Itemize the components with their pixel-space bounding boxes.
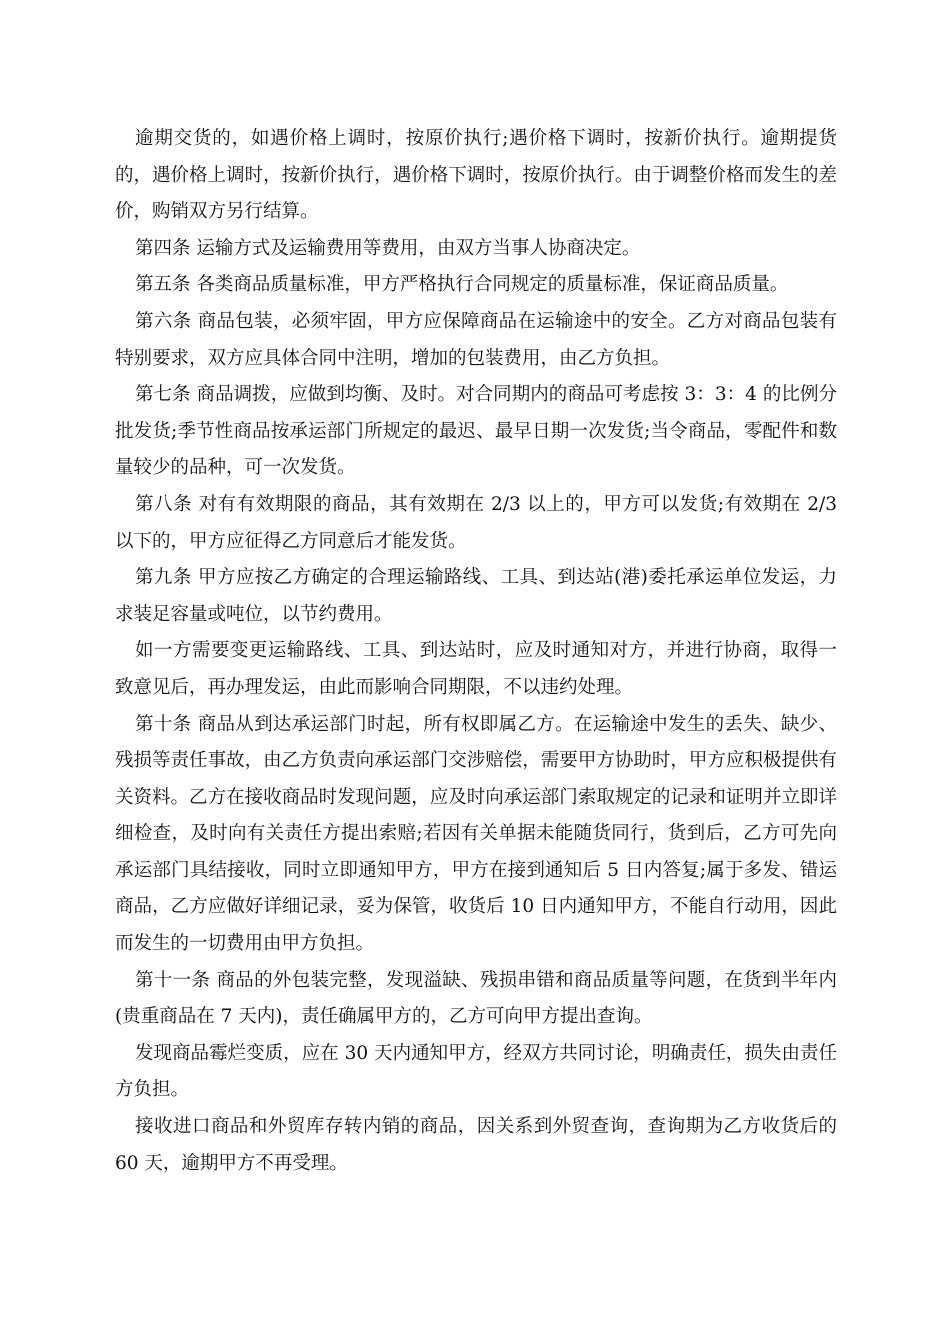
paragraph-article-7: 第七条 商品调拨，应做到均衡、及时。对合同期内的商品可考虑按 3：3：4 的比例分批发货;季节性商品按承运部门所规定的最迟、最早日期一次发货;当令商品，零配件和数量较少的品种，可一次发货。 [115,384,837,479]
paragraph-article-10: 第十条 商品从到达承运部门时起，所有权即属乙方。在运输途中发生的丢失、缺少、残损等责任事故，由乙方负责向承运部门交涉赔偿，需要甲方协助时，甲方应积极提供有关资料。乙方在接收商品时发现问题，应及时向承运部门索取规定的记录和证明并立即详细检查，及时向有关责任方提出索赔;若因有关单据未能随货同行，货到后，乙方可先向承运部门具结接收，同时立即通知甲方，甲方在接到通知后 5 日内答复;属于多发、错运商品，乙方应做好详细记录，妥为保管，收货后 10 日内通知甲方，不能自行动用，因此而发生的一切费用由甲方负担。 [115,713,837,955]
document-body [115,121,837,1182]
paragraph-article-6: 第六条 商品包装，必须牢固，甲方应保障商品在运输途中的安全。乙方对商品包装有特别要求，双方应具体合同中注明，增加的包装费用，由乙方负担。 [115,310,837,369]
paragraph-route-change: 如一方需要变更运输路线、工具、到达站时，应及时通知对方，并进行协商，取得一致意见后，再办理发运，由此而影响合同期限，不以违约处理。 [115,640,837,698]
paragraph-article-8: 第八条 对有有效期限的商品，其有效期在 2/3 以上的，甲方可以发货;有效期在 2/3 以下的，甲方应征得乙方同意后才能发货。 [115,493,837,552]
paragraph-late-delivery-pricing: 逾期交货的，如遇价格上调时，按原价执行;遇价格下调时，按新价执行。逾期提货的，遇价格上调时，按新价执行，遇价格下调时，按原价执行。由于调整价格而发生的差价，购销双方另行结算。 [115,128,837,223]
paragraph-article-5: 第五条 各类商品质量标准，甲方严格执行合同规定的质量标准，保证商品质量。 [135,274,789,296]
paragraph-article-11: 第十一条 商品的外包装完整，发现溢缺、残损串错和商品质量等问题，在货到半年内(贵重商品在 7 天内)，责任确属甲方的，乙方可向甲方提出查询。 [115,969,837,1028]
paragraph-spoilage-notice: 发现商品霉烂变质，应在 30 天内通知甲方，经双方共同讨论，明确责任，损失由责任方负担。 [115,1042,837,1101]
paragraph-import-goods-inquiry: 接收进口商品和外贸库存转内销的商品，因关系到外贸查询，查询期为乙方收货后的 60 天，逾期甲方不再受理。 [115,1116,837,1174]
paragraph-article-9: 第九条 甲方应按乙方确定的合理运输路线、工具、到达站(港)委托承运单位发运，力求装足容量或吨位，以节约费用。 [115,567,837,625]
paragraph-article-4: 第四条 运输方式及运输费用等费用，由双方当事人协商决定。 [135,237,641,259]
